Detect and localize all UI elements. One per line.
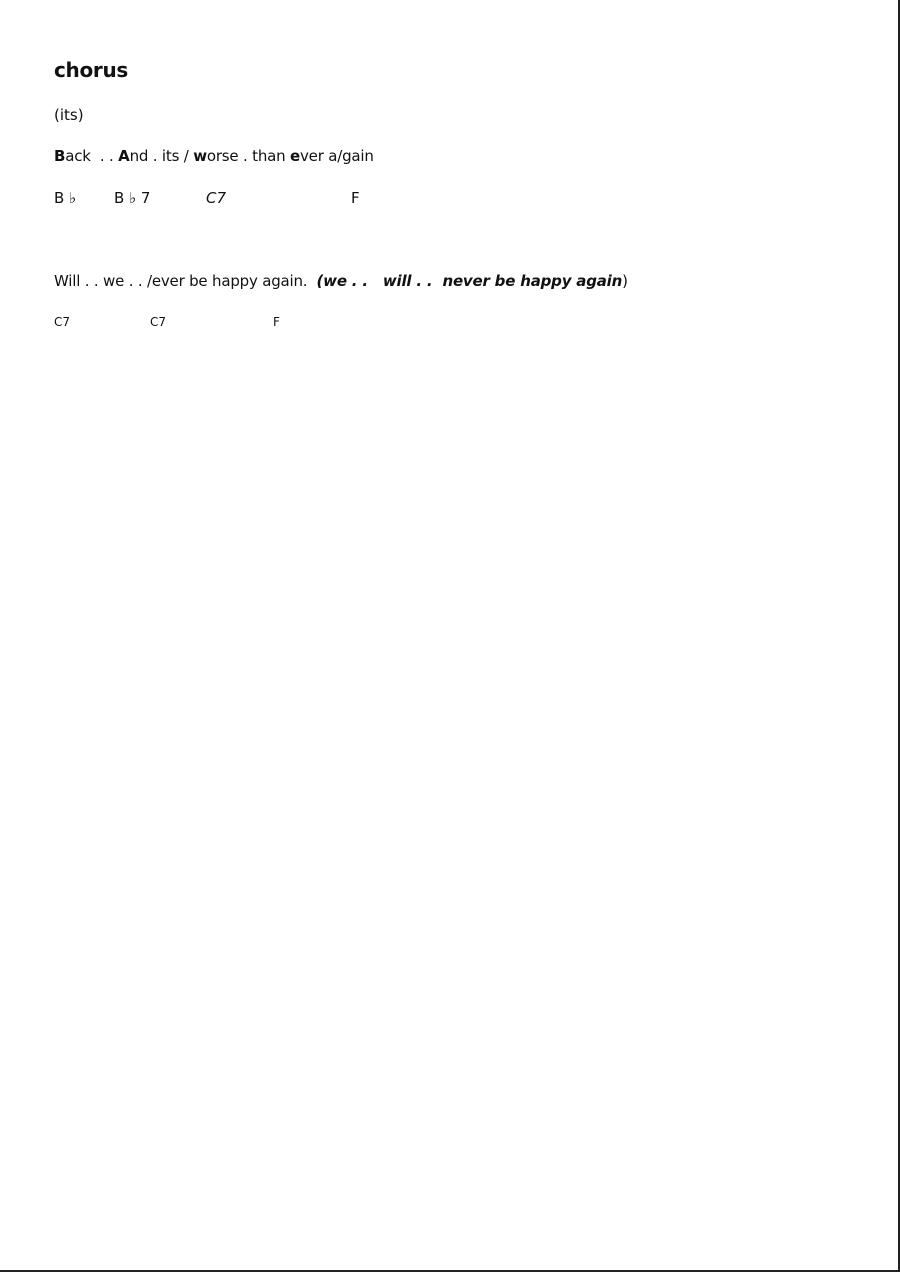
chord: C7 (150, 315, 167, 329)
chord: B ♭ (54, 189, 77, 207)
lyric-line-2 (54, 272, 628, 290)
lyric-line-1 (54, 147, 374, 165)
lyric-text: nd . its / (129, 147, 194, 165)
chord: F (273, 315, 280, 329)
lyric-emphasis: B (54, 147, 66, 165)
chord: C7 (206, 189, 227, 207)
lyric-emphasis: A (118, 147, 130, 165)
chord: B ♭ 7 (114, 189, 151, 207)
lyric-text: Will . . we . . /ever be happy again. (54, 272, 317, 290)
chord-line-1 (54, 189, 454, 209)
chord: F (351, 189, 360, 207)
chord: C7 (54, 315, 71, 329)
lyric-emphasis: w (193, 147, 207, 165)
lyric-text: ver a/gain (300, 147, 374, 165)
section-title: chorus (54, 58, 129, 82)
lyric-echo: (we . . will . . never be happy again (316, 272, 623, 290)
chord-line-2 (54, 315, 354, 333)
lyric-emphasis: e (290, 147, 300, 165)
intro-text: (its) (54, 106, 84, 124)
lyric-text: ack . . (65, 147, 119, 165)
lyric-text: ) (622, 272, 628, 290)
lyric-text: orse . than (206, 147, 291, 165)
